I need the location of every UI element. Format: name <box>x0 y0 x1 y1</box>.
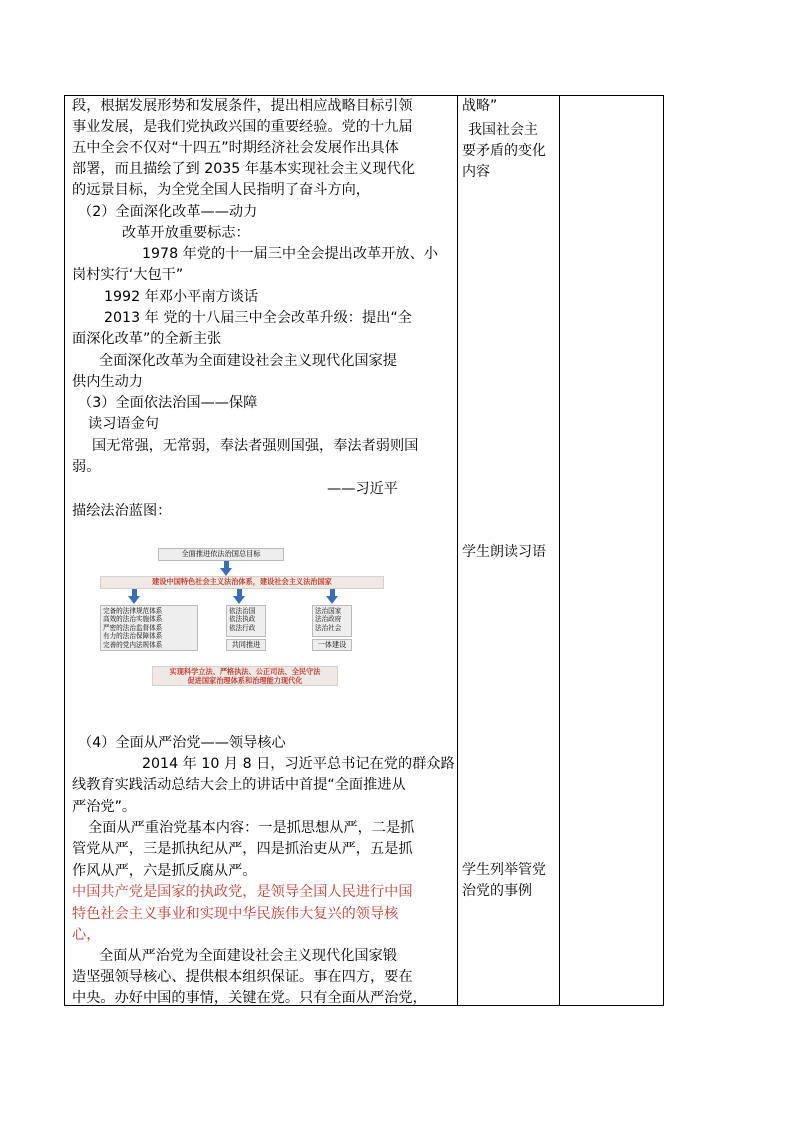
quote-text: 国无常强，无常弱，奉法者强则国强，奉法者弱则国 <box>92 438 419 454</box>
diagram-item: 高效的法治实施体系 <box>103 615 163 624</box>
arrow-down-icon <box>326 596 338 604</box>
text-line: 管党从严，三是抓执纪从严，四是抓治吏从严，五是抓 <box>72 841 413 857</box>
diagram-system-box <box>100 605 198 651</box>
quote-text: 弱。 <box>72 459 101 475</box>
text-line: 线教育实践活动总结大会上的讲话中首提“全面推进从 <box>72 777 406 793</box>
activity-text: 内容 <box>462 164 490 180</box>
text-line: 供内生动力 <box>72 374 143 390</box>
text-line: 1992 年邓小平南方谈话 <box>104 289 259 305</box>
column-divider <box>457 96 458 1005</box>
text-line: 全面深化改革为全面建设社会主义现代化国家提 <box>99 353 397 369</box>
arrow-down-icon <box>220 568 232 576</box>
diagram-item: 依法执政 <box>229 615 256 624</box>
section-heading: （3）全面依法治国——保障 <box>78 395 258 411</box>
diagram-item: 实现科学立法、严格执法、公正司法、全民守法 <box>169 667 321 676</box>
highlight-text: 中国共产党是国家的执政党，是领导全国人民进行中国 <box>72 884 413 900</box>
rule-of-law-diagram <box>100 548 390 688</box>
highlight-text: 心， <box>72 927 101 943</box>
text-line: 事业发展，是我们党执政兴国的重要经验。党的十九届 <box>72 119 413 135</box>
text-line: 造坚强领导核心、提供根本组织保证。事在四方，要在 <box>72 969 413 985</box>
diagram-item: 法治国家 <box>315 607 342 615</box>
text-line: 读习语金句 <box>88 416 159 432</box>
section-heading: （2）全面深化改革——动力 <box>78 204 258 220</box>
text-line: 岗村实行‘大包干” <box>72 267 184 283</box>
text-line: 面深化改革”的全新主张 <box>72 331 222 347</box>
text-line: 严治党”。 <box>72 799 137 815</box>
diagram-state-box <box>312 605 352 637</box>
text-line: 全面从严重治党基本内容：一是抓思想从严，二是抓 <box>88 820 415 836</box>
lesson-table <box>64 95 664 1006</box>
text-line: 的远景目标，为全党全国人民指明了奋斗方向， <box>72 182 370 198</box>
diagram-outcome-box <box>152 666 338 686</box>
quote-attribution: ——习近平 <box>327 481 398 497</box>
text-line: 中央。办好中国的事情，关键在党。只有全面从严治党， <box>72 990 427 1006</box>
activity-text: 战略” <box>462 98 498 114</box>
activity-text: 学生列举管党 <box>462 862 546 878</box>
text-line: 2013 年 党的十八届三中全会改革升级：提出“全 <box>104 310 412 326</box>
diagram-item: 有力的法治保障体系 <box>103 632 163 641</box>
activity-text: 学生朗读习语 <box>462 544 546 560</box>
activity-text: 治党的事例 <box>462 883 532 899</box>
diagram-item: 完善的党内法规体系 <box>103 640 163 649</box>
diagram-item: 促进国家治理体系和治理能力现代化 <box>187 676 303 685</box>
activity-text: 我国社会主 <box>468 122 538 138</box>
highlight-text: 特色社会主义事业和实现中华民族伟大复兴的领导核 <box>72 906 399 922</box>
arrow-down-icon <box>233 596 245 604</box>
text-line: 改革开放重要标志： <box>122 225 250 241</box>
section-heading: （4）全面从严治党——领导核心 <box>78 735 286 751</box>
text-line: 全面从严治党为全面建设社会主义现代化国家锻 <box>99 948 397 964</box>
diagram-goal-box: 全面推进依法治国总目标 <box>158 548 284 561</box>
diagram-rule-box <box>226 605 266 637</box>
diagram-item: 严密的法治监督体系 <box>103 623 163 632</box>
diagram-right-label: 一体建设 <box>312 639 352 651</box>
text-line: 描绘法治蓝图： <box>72 503 172 519</box>
text-line: 作风从严，六是抓反腐从严。 <box>72 863 257 879</box>
diagram-item: 依法治国 <box>229 607 256 615</box>
diagram-item: 完备的法律规范体系 <box>103 607 163 615</box>
activity-text: 要矛盾的变化 <box>462 143 546 159</box>
diagram-main-box: 建设中国特色社会主义法治体系，建设社会主义法治国家 <box>100 576 384 589</box>
text-line: 部署，而且描绘了到 2035 年基本实现社会主义现代化 <box>72 161 416 177</box>
diagram-item: 法治政府 <box>315 615 342 624</box>
diagram-item: 法治社会 <box>315 623 342 632</box>
text-line: 段，根据发展形势和发展条件，提出相应战略目标引领 <box>72 98 413 114</box>
arrow-down-icon <box>128 596 140 604</box>
column-divider <box>559 96 560 1005</box>
text-line: 1978 年党的十一届三中全会提出改革开放、小 <box>142 246 438 262</box>
diagram-item: 依法行政 <box>229 623 256 632</box>
text-line: 2014 年 10 月 8 日，习近平总书记在党的群众路 <box>142 756 455 772</box>
diagram-mid-label: 共同推进 <box>226 639 266 651</box>
text-line: 五中全会不仅对“十四五”时期经济社会发展作出具体 <box>72 140 399 156</box>
